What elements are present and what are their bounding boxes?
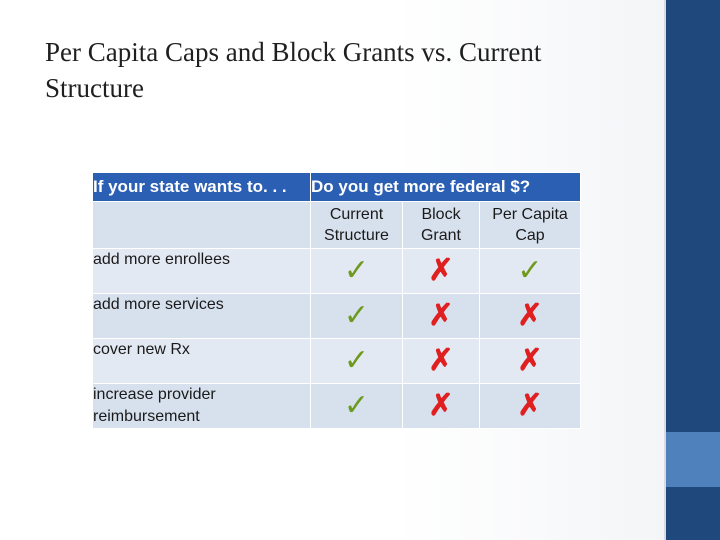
check-icon: ✓ <box>343 389 370 422</box>
cross-icon: ✗ <box>428 389 454 422</box>
table-row <box>93 249 581 294</box>
mark-cell <box>403 339 480 384</box>
column-header-block <box>403 202 480 249</box>
mark-cell <box>311 294 403 339</box>
row-label: add more services <box>93 294 311 339</box>
cross-icon: ✗ <box>428 299 454 332</box>
cross-icon: ✗ <box>517 299 543 332</box>
table-row <box>93 339 581 384</box>
mark-cell <box>311 339 403 384</box>
column-header-line: Per Capita <box>492 206 568 223</box>
row-label: cover new Rx <box>93 339 311 384</box>
check-icon: ✓ <box>343 254 370 287</box>
mark-cell <box>480 339 581 384</box>
mark-cell <box>480 249 581 294</box>
table-row <box>93 294 581 339</box>
cross-icon: ✗ <box>517 389 543 422</box>
comparison-table <box>92 172 581 429</box>
column-header-percapita <box>480 202 581 249</box>
table-row <box>93 384 581 429</box>
mark-cell <box>403 384 480 429</box>
table-header-row <box>93 173 581 202</box>
slide-title: Per Capita Caps and Block Grants vs. Current Structure <box>45 37 542 103</box>
mark-cell <box>311 384 403 429</box>
check-icon: ✓ <box>343 344 370 377</box>
mark-cell <box>480 294 581 339</box>
row-label: add more enrollees <box>93 249 311 294</box>
check-icon: ✓ <box>343 299 370 332</box>
column-header-line: Grant <box>420 227 461 244</box>
mark-cell <box>403 249 480 294</box>
mark-cell <box>403 294 480 339</box>
header-left: If your state wants to. . . <box>93 173 311 202</box>
sidebar-accent-block <box>666 432 720 487</box>
row-label: increase provider reimbursement <box>93 384 311 429</box>
table-subheader-row <box>93 202 581 249</box>
column-header-line: Structure <box>324 227 389 244</box>
cross-icon: ✗ <box>428 344 454 377</box>
check-icon: ✓ <box>517 254 543 287</box>
subheader-blank <box>93 202 311 249</box>
header-right: Do you get more federal $? <box>311 173 581 202</box>
column-header-line: Current <box>329 206 384 223</box>
mark-cell <box>480 384 581 429</box>
mark-cell <box>311 249 403 294</box>
column-header-line: Cap <box>515 227 545 244</box>
cross-icon: ✗ <box>517 344 543 377</box>
column-header-current <box>311 202 403 249</box>
cross-icon: ✗ <box>428 254 454 287</box>
column-header-line: Block <box>421 206 461 223</box>
